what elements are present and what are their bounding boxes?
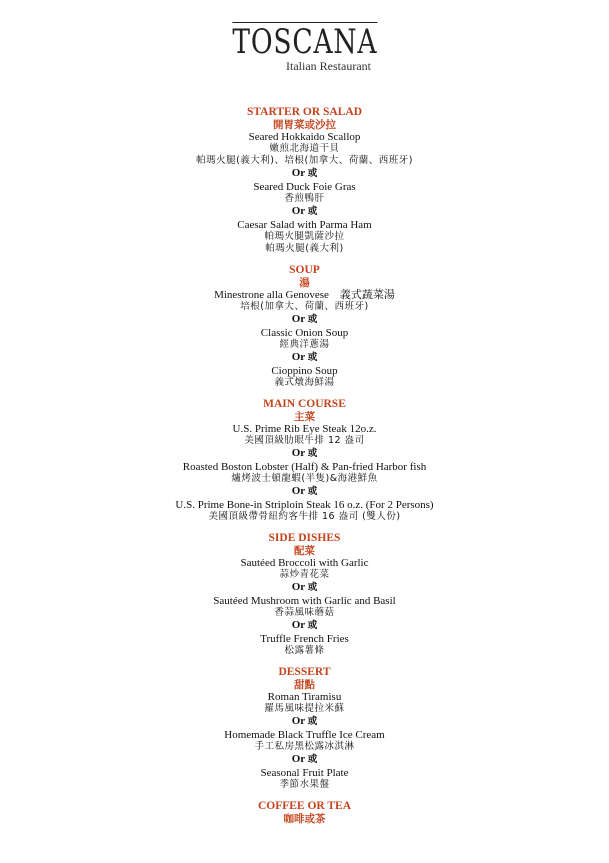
dish-name-zh: 經典洋蔥湯 [279,339,330,350]
section-title-zh: 開胃菜或沙拉 [273,118,336,131]
dish-name-zh: 季節水果盤 [279,779,330,790]
section-title-zh: 主菜 [294,410,315,423]
dish-name-zh: 蒜炒青花菜 [279,569,330,580]
or-label: Or [291,753,305,765]
or-separator [0,619,609,633]
dish-name: Seared Hokkaido Scallop [248,130,361,143]
dish-name: Caesar Salad with Parma Ham [237,218,372,231]
section-title-zh: 配菜 [294,544,315,557]
dish-name-zh: 美國頂級肋眼牛排 12 盎司 [244,435,365,446]
dish-name: Truffle French Fries [260,632,349,645]
or-separator [0,313,609,327]
dish-name: Seared Duck Foie Gras [253,180,356,193]
dish-name: Roasted Boston Lobster (Half) & Pan-fried Harbor fish [182,460,427,473]
dish-name-zh: 帕瑪火腿(義大利) [265,243,344,254]
menu-body [0,106,609,834]
dish-name-zh: 爐烤波士頓龍蝦(半隻)&海港鮮魚 [231,473,378,484]
or-label: Or [291,581,305,593]
dish-name-zh: 帕瑪火腿(義大利)、培根(加拿大、荷蘭、西班牙) [196,155,413,166]
menu-section [0,264,609,389]
dish-name-zh: 松露薯條 [284,645,325,656]
or-label: Or [291,205,305,217]
or-separator [0,205,609,219]
section-title: SOUP [289,264,320,276]
or-label: Or [291,447,305,459]
or-separator [0,581,609,595]
section-title-zh: 湯 [299,276,310,289]
dish-name-zh: 培根(加拿大、荷蘭、西班牙) [240,301,369,312]
or-separator [0,753,609,767]
restaurant-logo [0,22,609,74]
or-label-zh: 或 [307,314,318,325]
menu-section [0,666,609,791]
dish-name: Roman Tiramisu [267,690,342,703]
section-title: SIDE DISHES [268,532,341,544]
menu-section [0,800,609,825]
dish-name-zh: 帕瑪火腿凱薩沙拉 [264,231,345,242]
or-separator [0,167,609,181]
or-label-zh: 或 [307,582,318,593]
or-label-zh: 或 [307,206,318,217]
section-title: DESSERT [278,666,331,678]
or-label: Or [291,167,305,179]
dish-name-zh: 手工私房黑松露冰淇淋 [254,741,355,752]
dish-name: Sautéed Broccoli with Garlic [240,556,369,569]
section-title-zh: 咖啡或茶 [283,812,326,825]
or-label-zh: 或 [307,486,318,497]
logo-wordmark: TOSCANA [232,22,377,62]
dish-name-zh: 嫩煎北海道干貝 [269,143,340,154]
logo-subtitle: Italian Restaurant [286,59,371,73]
dish-name: Minestrone alla Genovese 義式蔬菜湯 [214,288,395,301]
or-separator [0,447,609,461]
or-label: Or [291,485,305,497]
or-label: Or [291,313,305,325]
section-title: COFFEE OR TEA [257,800,352,812]
dish-name-zh: 美國頂級帶骨紐約客牛排 16 盎司 (雙人份) [208,511,401,522]
dish-name: U.S. Prime Rib Eye Steak 12o.z. [232,422,377,435]
or-label-zh: 或 [307,620,318,631]
or-label: Or [291,619,305,631]
or-label: Or [291,715,305,727]
dish-name: Classic Onion Soup [260,326,349,339]
section-title: STARTER OR SALAD [246,106,363,118]
dish-name: Cioppino Soup [271,364,338,377]
dish-name: Sautéed Mushroom with Garlic and Basil [213,594,396,607]
or-label-zh: 或 [307,448,318,459]
dish-name-zh: 羅馬風味提拉米蘇 [264,703,345,714]
or-label-zh: 或 [307,168,318,179]
dish-name: Seasonal Fruit Plate [260,766,349,779]
menu-section [0,106,609,255]
dish-name-zh: 義式燉海鮮湯 [274,377,335,388]
section-title: MAIN COURSE [263,398,346,410]
dish-name: Homemade Black Truffle Ice Cream [224,728,385,741]
or-separator [0,485,609,499]
or-separator [0,715,609,729]
or-separator [0,351,609,365]
section-title-zh: 甜點 [294,678,315,691]
or-label-zh: 或 [307,352,318,363]
or-label-zh: 或 [307,716,318,727]
or-label-zh: 或 [307,754,318,765]
menu-section [0,398,609,523]
or-label: Or [291,351,305,363]
dish-name-zh: 香煎鴨肝 [284,193,325,204]
dish-name-zh: 香蒜風味蘑菇 [274,607,335,618]
menu-section [0,532,609,657]
dish-name: U.S. Prime Bone-in Striploin Steak 16 o.z. (For 2 Persons) [175,498,434,511]
